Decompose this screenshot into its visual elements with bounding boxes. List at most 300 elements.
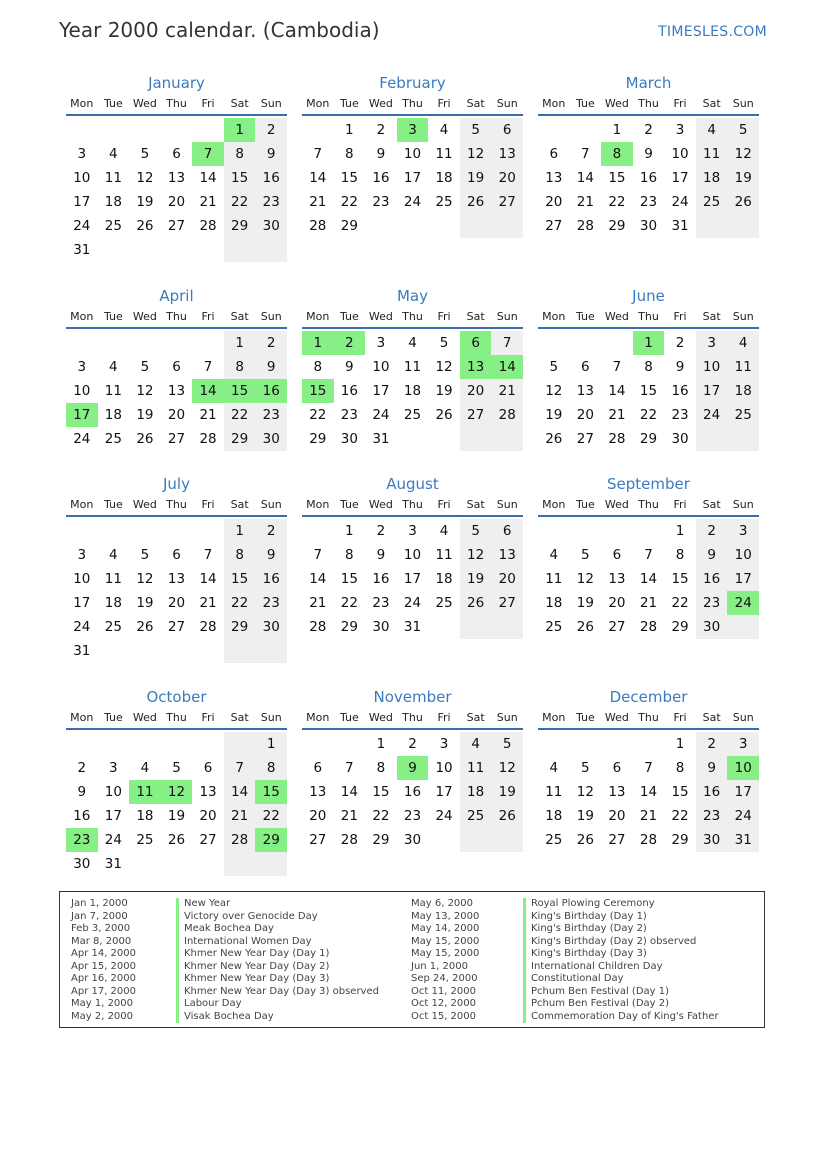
day-cell: 25	[104, 619, 122, 635]
day-cell: 7	[612, 359, 622, 375]
weekday-header: Tue	[575, 498, 595, 511]
weekday-header: Thu	[166, 711, 187, 724]
day-cell: 16	[340, 383, 358, 399]
holiday-date: May 1, 2000	[71, 998, 134, 1009]
day-cell: 17	[403, 170, 422, 186]
day-cell: 21	[639, 808, 658, 824]
header-rule	[538, 114, 759, 116]
empty-cell	[428, 427, 460, 451]
weekday-header: Sun	[732, 498, 754, 511]
day-cell: 1	[255, 732, 287, 756]
day-cell: 11	[460, 756, 492, 780]
weekday-header: Fri	[437, 711, 451, 724]
weekday-header: Wed	[368, 711, 393, 724]
empty-cell	[460, 828, 492, 852]
day-cell: 9	[376, 547, 386, 563]
day-cell: 7	[224, 756, 256, 780]
day-cell: 16	[255, 166, 287, 190]
holiday-day-cell: 16	[255, 379, 287, 403]
weekday-header: Thu	[638, 310, 659, 323]
day-cell: 21	[199, 407, 217, 423]
day-cell: 26	[576, 832, 594, 848]
day-cell: 1	[224, 519, 256, 543]
day-cell: 22	[224, 403, 256, 427]
day-cell: 13	[199, 784, 217, 800]
day-cell: 26	[167, 832, 186, 848]
weekday-header: Fri	[201, 498, 215, 511]
day-cell: 25	[460, 804, 492, 828]
day-cell: 15	[224, 166, 256, 190]
day-cell: 4	[460, 732, 492, 756]
day-cell: 1	[612, 122, 622, 138]
day-cell: 1	[675, 736, 685, 752]
day-cell: 8	[224, 142, 256, 166]
day-cell: 3	[727, 732, 759, 756]
month-february	[302, 72, 523, 238]
day-cell: 27	[167, 619, 186, 635]
day-cell: 6	[172, 547, 181, 563]
day-cell: 6	[203, 760, 213, 776]
empty-cell	[696, 427, 728, 451]
weekday-header: Sun	[496, 711, 518, 724]
holiday-day-cell: 3	[397, 118, 429, 142]
day-cell: 6	[612, 760, 622, 776]
day-cell: 10	[104, 784, 122, 800]
weekday-header: Wed	[604, 310, 629, 323]
day-cell: 27	[576, 431, 594, 447]
empty-cell	[302, 519, 334, 543]
day-cell: 29	[671, 619, 689, 635]
day-cell: 16	[696, 780, 728, 804]
empty-cell	[302, 118, 334, 142]
day-cell: 31	[372, 431, 390, 447]
day-cell: 9	[255, 355, 287, 379]
empty-cell	[727, 214, 759, 238]
holiday-name: Visak Bochea Day	[176, 1011, 274, 1024]
day-cell: 5	[140, 359, 150, 375]
day-cell: 22	[340, 595, 358, 611]
month-grid	[66, 94, 287, 262]
empty-cell	[129, 519, 161, 543]
holiday-date: May 13, 2000	[411, 910, 480, 922]
day-cell: 7	[644, 547, 653, 563]
day-cell: 12	[545, 383, 563, 399]
weekday-header: Thu	[166, 498, 187, 511]
day-cell: 11	[727, 355, 759, 379]
day-cell: 9	[77, 784, 87, 800]
weekday-header: Wed	[132, 498, 157, 511]
day-cell: 14	[199, 571, 217, 587]
day-cell: 6	[491, 118, 523, 142]
day-cell: 15	[608, 170, 626, 186]
day-cell: 13	[167, 170, 186, 186]
empty-cell	[538, 118, 570, 142]
day-cell: 19	[460, 567, 492, 591]
month-title: June	[632, 287, 665, 305]
day-cell: 28	[199, 218, 217, 234]
day-cell: 20	[460, 379, 492, 403]
month-title: February	[379, 74, 446, 92]
day-cell: 7	[644, 760, 653, 776]
weekday-header: Thu	[166, 97, 187, 110]
day-cell: 5	[140, 146, 150, 162]
day-cell: 11	[545, 784, 563, 800]
day-cell: 22	[639, 407, 658, 423]
day-cell: 27	[460, 403, 492, 427]
day-cell: 20	[167, 407, 186, 423]
day-cell: 4	[408, 335, 417, 351]
day-cell: 14	[608, 383, 626, 399]
empty-cell	[224, 238, 256, 262]
day-cell: 13	[608, 784, 626, 800]
weekday-header: Tue	[575, 711, 595, 724]
holiday-name: International Children Day	[523, 961, 663, 974]
day-cell: 8	[313, 359, 323, 375]
day-cell: 7	[313, 547, 323, 563]
weekday-header: Sat	[702, 310, 721, 323]
holiday-day-cell: 29	[255, 828, 287, 852]
day-cell: 16	[255, 567, 287, 591]
month-april	[66, 285, 287, 451]
day-cell: 26	[136, 619, 154, 635]
weekday-header: Thu	[638, 711, 659, 724]
weekday-header: Fri	[673, 498, 687, 511]
day-cell: 15	[671, 784, 689, 800]
day-cell: 19	[576, 808, 594, 824]
day-cell: 27	[167, 431, 186, 447]
day-cell: 17	[727, 780, 759, 804]
header-rule	[66, 515, 287, 517]
day-cell: 29	[340, 619, 358, 635]
holiday-day-cell: 24	[727, 591, 759, 615]
empty-cell	[161, 732, 193, 756]
day-cell: 5	[172, 760, 181, 776]
holiday-name: Pchum Ben Festival (Day 2)	[523, 998, 669, 1011]
day-cell: 30	[403, 832, 422, 848]
day-cell: 4	[109, 146, 118, 162]
empty-cell	[255, 852, 287, 876]
holiday-date: Apr 14, 2000	[71, 948, 137, 959]
empty-cell	[365, 214, 397, 238]
day-cell: 2	[255, 331, 287, 355]
day-cell: 18	[403, 383, 422, 399]
day-cell: 15	[639, 383, 658, 399]
day-cell: 28	[199, 619, 217, 635]
day-cell: 2	[77, 760, 87, 776]
day-cell: 30	[696, 828, 728, 852]
empty-cell	[491, 427, 523, 451]
day-cell: 27	[491, 190, 523, 214]
empty-cell	[98, 732, 130, 756]
empty-cell	[98, 331, 130, 355]
month-november	[302, 686, 523, 852]
month-grid	[66, 495, 287, 663]
day-cell: 24	[403, 194, 422, 210]
day-cell: 3	[727, 519, 759, 543]
day-cell: 7	[203, 359, 213, 375]
day-cell: 2	[675, 335, 685, 351]
day-cell: 19	[576, 595, 594, 611]
day-cell: 31	[403, 619, 422, 635]
holiday-day-cell: 7	[192, 142, 224, 166]
day-cell: 24	[403, 595, 422, 611]
empty-cell	[727, 427, 759, 451]
day-cell: 7	[581, 146, 590, 162]
empty-cell	[570, 118, 602, 142]
weekday-header: Thu	[402, 711, 423, 724]
day-cell: 3	[675, 122, 685, 138]
day-cell: 2	[408, 736, 417, 752]
weekday-header: Wed	[132, 711, 157, 724]
day-cell: 26	[136, 431, 154, 447]
day-cell: 10	[73, 383, 91, 399]
month-july	[66, 473, 287, 663]
holiday-day-cell: 1	[224, 118, 256, 142]
day-cell: 12	[435, 359, 453, 375]
day-cell: 3	[376, 335, 386, 351]
empty-cell	[66, 732, 98, 756]
day-cell: 4	[109, 359, 118, 375]
weekday-header: Fri	[673, 310, 687, 323]
day-cell: 11	[545, 571, 563, 587]
weekday-header: Thu	[402, 97, 423, 110]
day-cell: 12	[136, 571, 154, 587]
holiday-name: Khmer New Year Day (Day 3) observed	[176, 986, 379, 999]
day-cell: 9	[255, 543, 287, 567]
weekday-header: Sat	[230, 310, 249, 323]
header-rule	[538, 515, 759, 517]
weekday-header: Sun	[732, 97, 754, 110]
weekday-header: Mon	[542, 97, 566, 110]
empty-cell	[192, 331, 224, 355]
day-cell: 5	[460, 519, 492, 543]
day-cell: 9	[675, 359, 685, 375]
weekday-header: Mon	[542, 498, 566, 511]
day-cell: 16	[372, 571, 390, 587]
brand-link[interactable]: TIMESLES.COM	[658, 24, 767, 40]
day-cell: 15	[224, 567, 256, 591]
empty-cell	[302, 732, 334, 756]
day-cell: 28	[340, 832, 358, 848]
empty-cell	[224, 639, 256, 663]
holiday-date: Jan 1, 2000	[71, 898, 128, 909]
day-cell: 23	[639, 194, 658, 210]
day-cell: 12	[460, 142, 492, 166]
day-cell: 17	[73, 194, 91, 210]
day-cell: 4	[727, 331, 759, 355]
month-march	[538, 72, 759, 238]
day-cell: 18	[435, 170, 453, 186]
weekday-header: Fri	[201, 97, 215, 110]
month-may	[302, 285, 523, 451]
day-cell: 19	[727, 166, 759, 190]
empty-cell	[66, 331, 98, 355]
holiday-name: King's Birthday (Day 1)	[523, 911, 647, 924]
day-cell: 6	[549, 146, 559, 162]
empty-cell	[570, 331, 602, 355]
weekday-header: Sun	[260, 310, 282, 323]
day-cell: 8	[376, 760, 386, 776]
holiday-day-cell: 15	[255, 780, 287, 804]
header-rule	[538, 728, 759, 730]
day-cell: 26	[460, 190, 492, 214]
day-cell: 20	[199, 808, 217, 824]
weekday-header: Tue	[339, 711, 359, 724]
empty-cell	[98, 238, 130, 262]
day-cell: 12	[460, 543, 492, 567]
day-cell: 22	[372, 808, 390, 824]
day-cell: 30	[696, 615, 728, 639]
day-cell: 26	[491, 804, 523, 828]
day-cell: 4	[696, 118, 728, 142]
day-cell: 23	[372, 595, 390, 611]
empty-cell	[129, 852, 161, 876]
holiday-day-cell: 11	[129, 780, 161, 804]
day-cell: 25	[727, 403, 759, 427]
day-cell: 9	[644, 146, 653, 162]
day-cell: 5	[140, 547, 150, 563]
holiday-name: International Women Day	[176, 936, 312, 949]
day-cell: 8	[675, 760, 685, 776]
empty-cell	[491, 615, 523, 639]
day-cell: 27	[545, 218, 563, 234]
empty-cell	[633, 732, 665, 756]
day-cell: 10	[73, 170, 91, 186]
weekday-header: Sat	[466, 310, 485, 323]
day-cell: 27	[608, 619, 626, 635]
day-cell: 18	[435, 571, 453, 587]
holiday-date: Apr 16, 2000	[71, 973, 137, 984]
weekday-header: Mon	[306, 498, 330, 511]
weekday-header: Wed	[604, 711, 629, 724]
weekday-header: Tue	[575, 310, 595, 323]
day-cell: 4	[109, 547, 118, 563]
day-cell: 16	[696, 567, 728, 591]
day-cell: 27	[199, 832, 217, 848]
weekday-header: Mon	[70, 97, 94, 110]
holiday-day-cell: 14	[192, 379, 224, 403]
month-grid	[302, 94, 523, 238]
holiday-date: Apr 15, 2000	[71, 960, 137, 972]
day-cell: 16	[372, 170, 390, 186]
weekday-header: Tue	[339, 97, 359, 110]
weekday-header: Sun	[260, 498, 282, 511]
day-cell: 29	[639, 431, 658, 447]
empty-cell	[460, 615, 492, 639]
month-october	[66, 686, 287, 876]
month-title: November	[373, 688, 452, 706]
day-cell: 21	[224, 804, 256, 828]
day-cell: 24	[104, 832, 122, 848]
day-cell: 14	[639, 784, 658, 800]
empty-cell	[428, 615, 460, 639]
day-cell: 28	[199, 431, 217, 447]
day-cell: 7	[491, 331, 523, 355]
day-cell: 18	[104, 595, 122, 611]
day-cell: 26	[576, 619, 594, 635]
day-cell: 20	[491, 567, 523, 591]
day-cell: 3	[439, 736, 449, 752]
day-cell: 31	[104, 856, 122, 872]
weekday-header: Thu	[166, 310, 187, 323]
day-cell: 10	[403, 146, 422, 162]
day-cell: 9	[345, 359, 354, 375]
day-cell: 26	[727, 190, 759, 214]
day-cell: 30	[255, 427, 287, 451]
month-december	[538, 686, 759, 852]
day-cell: 23	[403, 808, 422, 824]
day-cell: 24	[372, 407, 390, 423]
day-cell: 29	[224, 615, 256, 639]
day-cell: 14	[340, 784, 358, 800]
day-cell: 30	[671, 431, 689, 447]
day-cell: 18	[545, 808, 563, 824]
day-cell: 10	[403, 547, 422, 563]
day-cell: 1	[345, 122, 354, 138]
day-cell: 4	[549, 547, 559, 563]
empty-cell	[192, 639, 224, 663]
weekday-header: Thu	[638, 97, 659, 110]
day-cell: 20	[545, 194, 563, 210]
day-cell: 15	[340, 571, 358, 587]
weekday-header: Fri	[437, 97, 451, 110]
day-cell: 25	[545, 832, 563, 848]
day-cell: 25	[696, 190, 728, 214]
day-cell: 9	[696, 543, 728, 567]
day-cell: 8	[345, 547, 354, 563]
empty-cell	[161, 639, 193, 663]
holiday-name: King's Birthday (Day 2)	[523, 923, 647, 936]
day-cell: 31	[727, 828, 759, 852]
day-cell: 28	[639, 832, 658, 848]
day-cell: 30	[340, 431, 358, 447]
empty-cell	[601, 732, 633, 756]
day-cell: 23	[255, 591, 287, 615]
header-rule	[302, 515, 523, 517]
weekday-header: Mon	[542, 711, 566, 724]
holiday-name: Commemoration Day of King's Father	[523, 1011, 719, 1024]
day-cell: 10	[435, 760, 453, 776]
day-cell: 1	[224, 331, 256, 355]
empty-cell	[192, 732, 224, 756]
holiday-day-cell: 15	[224, 379, 256, 403]
empty-cell	[538, 519, 570, 543]
month-title: July	[163, 475, 190, 493]
month-august	[302, 473, 523, 639]
holiday-day-cell: 12	[161, 780, 193, 804]
day-cell: 8	[224, 543, 256, 567]
day-cell: 23	[255, 403, 287, 427]
weekday-header: Fri	[201, 310, 215, 323]
day-cell: 1	[345, 523, 354, 539]
day-cell: 2	[696, 519, 728, 543]
empty-cell	[334, 732, 366, 756]
day-cell: 13	[167, 383, 186, 399]
weekday-header: Wed	[368, 97, 393, 110]
day-cell: 6	[581, 359, 590, 375]
empty-cell	[98, 118, 130, 142]
day-cell: 25	[435, 194, 453, 210]
empty-cell	[633, 519, 665, 543]
day-cell: 18	[696, 166, 728, 190]
day-cell: 24	[696, 403, 728, 427]
day-cell: 14	[639, 571, 658, 587]
day-cell: 5	[727, 118, 759, 142]
day-cell: 27	[167, 218, 186, 234]
month-january	[66, 72, 287, 262]
day-cell: 21	[199, 595, 217, 611]
weekday-header: Mon	[306, 97, 330, 110]
